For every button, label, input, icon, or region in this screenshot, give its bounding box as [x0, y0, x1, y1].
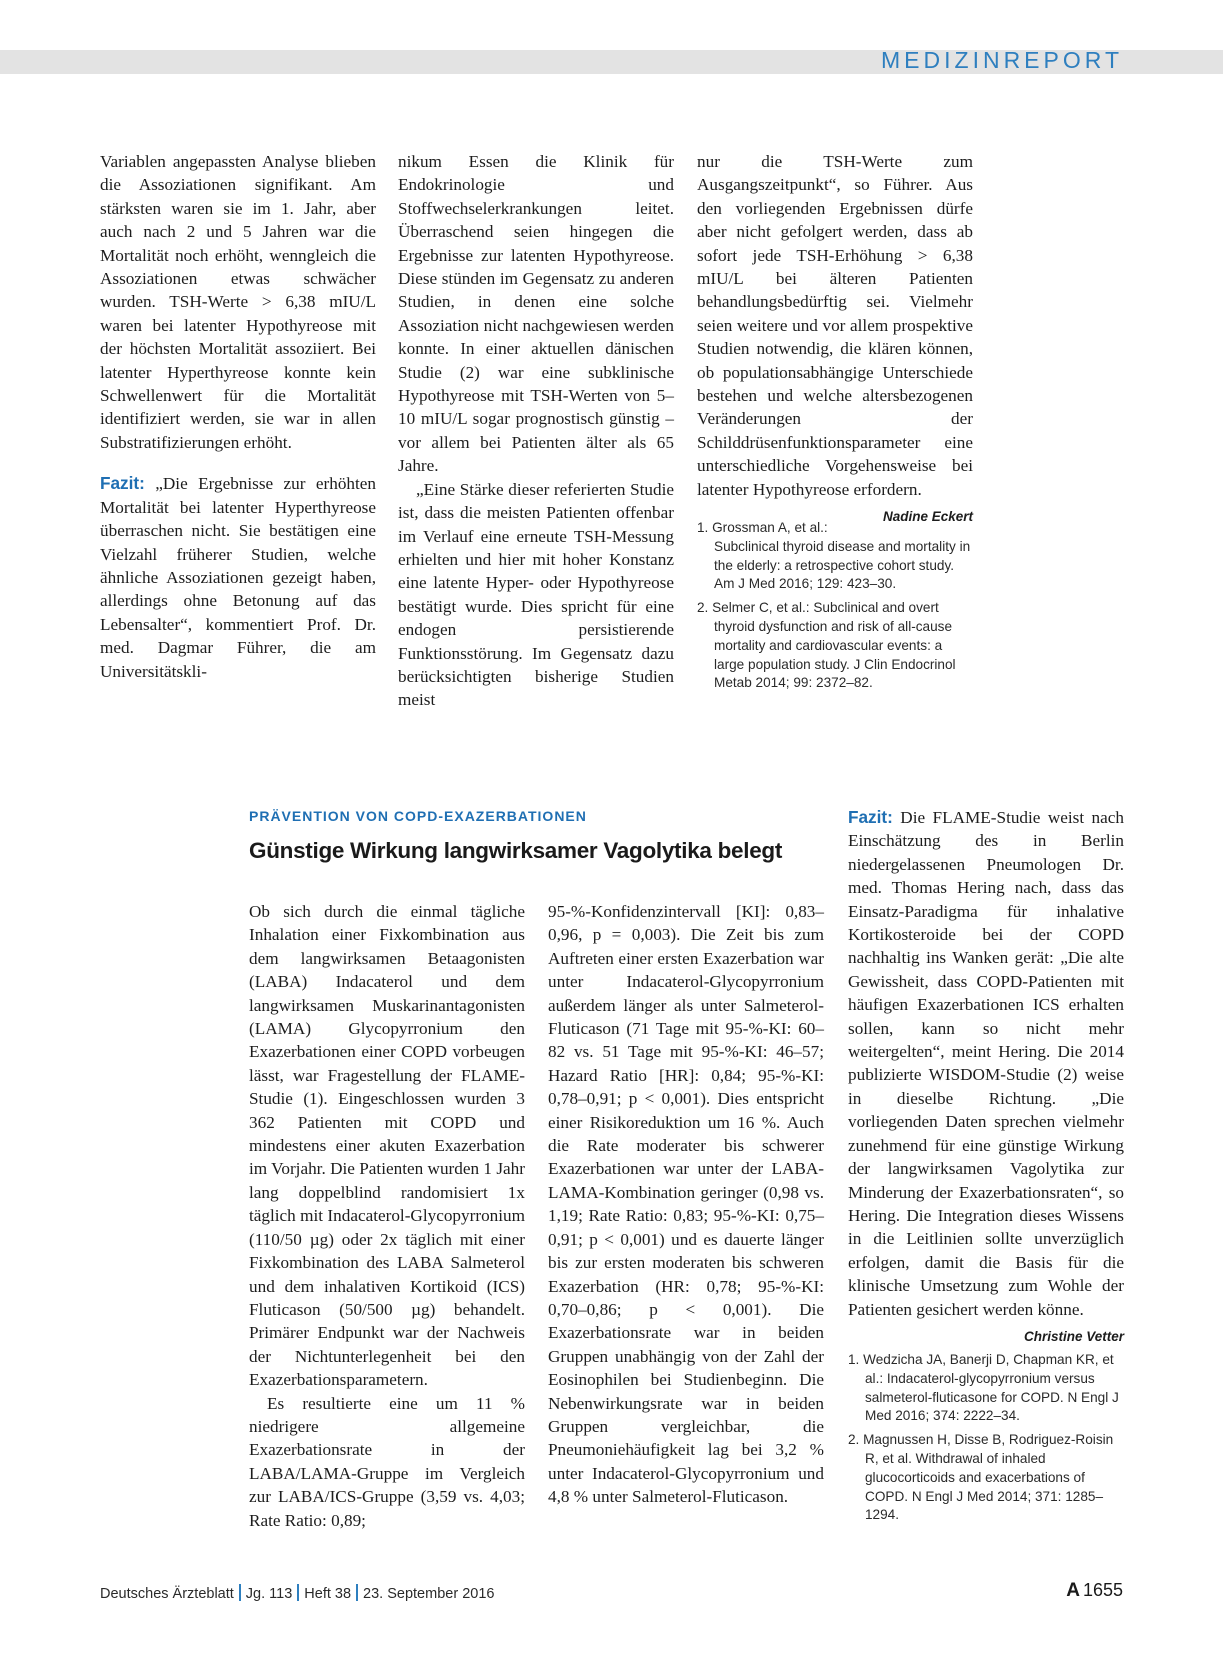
- article1-paragraph: „Eine Stärke dieser referierten Studie ist, dass die meisten Patienten offenbar im Verlauf eine erneute TSH-Messung erhielten und hier mit hoher Konstanz eine latente Hyper- oder Hypothyreose bestätigt wurde. Dies spricht für eine endogen persistierende Funktionsstörung. Im Gegensatz dazu berücksichtigten bisherige Studien meist: [398, 479, 674, 710]
- article1-paragraph: nikum Essen die Klinik für Endokrinologie und Stoffwechselerkrankungen leitet. Überraschend seien hingegen die Ergebnisse zur latenten Hypothyreose. Diese stünden im Gegensatz zu anderen Studien, in denen eine solche Assoziation nicht nachgewiesen werden konnte. In einer aktuellen dänischen Studie (2) war eine subklinische Hypothyreose mit TSH-Werten von 5–10 mIU/L sogar prognostisch günstig – vor allem bei Patienten älter als 65 Jahre.: [398, 152, 674, 476]
- article1-column-1: [100, 150, 376, 683]
- section-label: MEDIZINREPORT: [881, 47, 1123, 73]
- page-number: [1066, 1580, 1123, 1602]
- reference-item: 2. Magnussen H, Disse B, Rodriguez-Roisin R, et al. Withdrawal of inhaled glucocorticoids and exacerbations of COPD. N Engl J Med 2014; 371: 1285–1294.: [848, 1432, 1114, 1523]
- journal-issue: Heft 38: [304, 1586, 352, 1602]
- footer-divider: [239, 1584, 241, 1601]
- fazit-text: „Die Ergebnisse zur erhöhten Mortalität bei latenter Hyperthyreose überraschen nicht. Sie bestätigen eine Vielzahl früherer Studien, welche ähnliche Assoziationen gezeigt haben, allerdings ohne Betonung auf das Lebensalter“, kommentiert Prof. Dr. med. Dagmar Führer, die am Universitätskli-: [100, 474, 376, 681]
- journal-volume: Jg. 113: [245, 1586, 293, 1602]
- article2-paragraph: Ob sich durch die einmal tägliche Inhalation einer Fixkombination aus dem langwirksamen Betaagonisten (LABA) Indacaterol und dem langwirksamen Muskarinantagonisten (LAMA) Glycopyrronium den Exazerbationen einer COPD vorbeugen lässt, war Fragestellung der FLAME-Studie (1). Eingeschlossen wurden 3 362 Patienten mit COPD und mindestens einer akuten Exazerbation im Vorjahr. Die Patienten wurden 1 Jahr lang doppelblind randomisiert 1x täglich mit Indacaterol-Glycopyrronium (110/50 µg) oder 2x täglich mit einer Fixkombination des LABA Salmeterol und dem inhalativen Kortikoid (ICS) Fluticason (50/500 µg) behandelt. Primärer Endpunkt war der Nachweis der Nichtunterlegenheit bei den Exazerbationsparametern.: [249, 902, 525, 1390]
- article2-column-3: [848, 806, 1124, 1530]
- reference-item: 1. Wedzicha JA, Banerji D, Chapman KR, et al.: Indacaterol-glycopyrronium versus salmeterol-fluticasone for COPD. N Engl J Med 2016; 374: 2222–34.: [848, 1351, 1119, 1424]
- article2-column-2: [548, 900, 824, 1509]
- article1-fazit: [100, 472, 376, 683]
- reference-item: 1. Grossman A, et al.: Subclinical thyroid disease and mortality in the elderly: a retrospective cohort study. Am J Med 2016; 129: 423–30.: [697, 520, 971, 592]
- article1-column-3: [697, 150, 973, 698]
- footer-divider: [297, 1584, 299, 1601]
- article2-headline: Günstige Wirkung langwirksamer Vagolytika belegt: [249, 838, 783, 863]
- journal-name: Deutsches Ärzteblatt: [100, 1586, 234, 1602]
- article2-paragraph: 95-%-Konfidenzintervall [KI]: 0,83–0,96, p = 0,003). Die Zeit bis zum Auftreten einer ersten Exazerbation war unter Indacaterol-Glycopyrronium außerdem länger als unter Salmeterol-Fluticason (71 Tage mit 95-%-KI: 60–82 vs. 51 Tage mit 95-%-KI: 46–57; Hazard Ratio [HR]: 0,84; 95-%-KI: 0,78–0,91; p < 0,001). Dies entspricht einer Risikoreduktion um 16 %. Auch die Rate moderater bis schwerer Exazerbationen war unter der LABA-LAMA-Kombination geringer (0,98 vs. 1,19; Rate Ratio: 0,83; 95-%-KI: 0,75–0,91; p < 0,001) und es dauerte länger bis zur ersten moderaten bis schweren Exazerbation (HR: 0,78; 95-%-KI: 0,70–0,86; p < 0,001). Die Exazerbationsrate war in beiden Gruppen unabhängig von der Zahl der Eosinophilen bei Studienbeginn. Die Nebenwirkungsrate war in beiden Gruppen vergleichbar, die Pneumoniehäufigkeit lag bei 3,2 % unter Indacaterol-Glycopyrronium und 4,8 % unter Salmeterol-Fluticason.: [548, 902, 824, 1507]
- footer: [100, 1584, 494, 1602]
- journal-date: 23. September 2016: [363, 1586, 495, 1602]
- article1-paragraph: [697, 150, 973, 525]
- page-prefix: A: [1066, 1580, 1080, 1601]
- article2-column-1: [249, 900, 525, 1532]
- page-number-value: 1655: [1082, 1580, 1123, 1600]
- fazit-label: Fazit:: [100, 473, 145, 494]
- article1-closing-text: nur die TSH-Werte zum Ausgangszeitpunkt“, so Führer. Aus den vorliegenden Ergebnissen dürfe aber nicht gefolgert werden, dass ab sofort jede TSH-Erhöhung > 6,38 mIU/L bei älteren Patienten behandlungsbedürftig sei. Vielmehr seien weitere und vor allem prospektive Studien notwendig, die klären können, ob populationsabhängige Unterschiede bestehen und welche altersbezogenen Veränderungen der Schilddrüsenfunktionsparameter eine unterschiedliche Vorgehensweise bei latenter Hypothyreose erfordern.: [697, 152, 973, 499]
- article2-paragraph: Es resultierte eine um 11 % niedrigere allgemeine Exazerbationsrate in der LABA/LAMA-Gruppe im Vergleich zur LABA/ICS-Gruppe (3,59 vs. 4,03; Rate Ratio: 0,89;: [249, 1393, 525, 1530]
- article2-fazit: [848, 806, 1124, 1344]
- references-list: [697, 519, 973, 693]
- article1-column-2: [398, 150, 674, 712]
- article1-paragraph: Variablen angepassten Analyse blieben die Assoziationen signifikant. Am stärksten waren sie im 1. Jahr, aber auch nach 2 und 5 Jahren war die Mortalität noch erhöht, wenngleich die Assoziationen etwas schwächer wurden. TSH-Werte > 6,38 mIU/L waren bei latenter Hypothyreose mit der höchsten Mortalität assoziiert. Bei latenter Hyperthyreose konnte kein Schwellenwert für die Mortalität identifiziert werden, sie war in allen Substratifizierungen erhöht.: [100, 152, 376, 452]
- author-byline: Christine Vetter: [1023, 1328, 1124, 1344]
- author-byline: Nadine Eckert: [882, 509, 973, 525]
- fazit-text: Die FLAME-Studie weist nach Einschätzung des in Berlin niedergelassenen Pneumologen Dr. med. Thomas Hering nach, dass das Einsatz-Paradigma für inhalative Kortikosteroide bei der COPD nachhaltig ins Wanken gerät: „Die alte Gewissheit, dass COPD-Patienten mit häufigen Exazerbationen ICS erhalten sollen, kann so nicht mehr weitergelten“, meint Hering. Die 2014 publizierte WISDOM-Studie (2) weise in dieselbe Richtung. „Die vorliegenden Daten sprechen vielmehr zunehmend für eine günstige Wirkung der langwirksamen Vagolytika zur Minderung der Exazerbationsraten“, so Hering. Die Integration dieses Wissens in die Leitlinien sollte unverzüglich erfolgen, damit die Basis für die klinische Umsetzung zum Wohle der Patienten gesichert werden könne.: [848, 808, 1124, 1319]
- fazit-label: Fazit:: [848, 807, 893, 827]
- references-list: [848, 1351, 1124, 1525]
- reference-item: 2. Selmer C, et al.: Subclinical and overt thyroid dysfunction and risk of all-cause mortality and cardiovascular events: a large population study. J Clin Endocrinol Metab 2014; 99: 2372–82.: [697, 600, 956, 691]
- footer-divider: [356, 1584, 358, 1601]
- article2-kicker: PRÄVENTION VON COPD-EXAZERBATIONEN: [249, 808, 587, 824]
